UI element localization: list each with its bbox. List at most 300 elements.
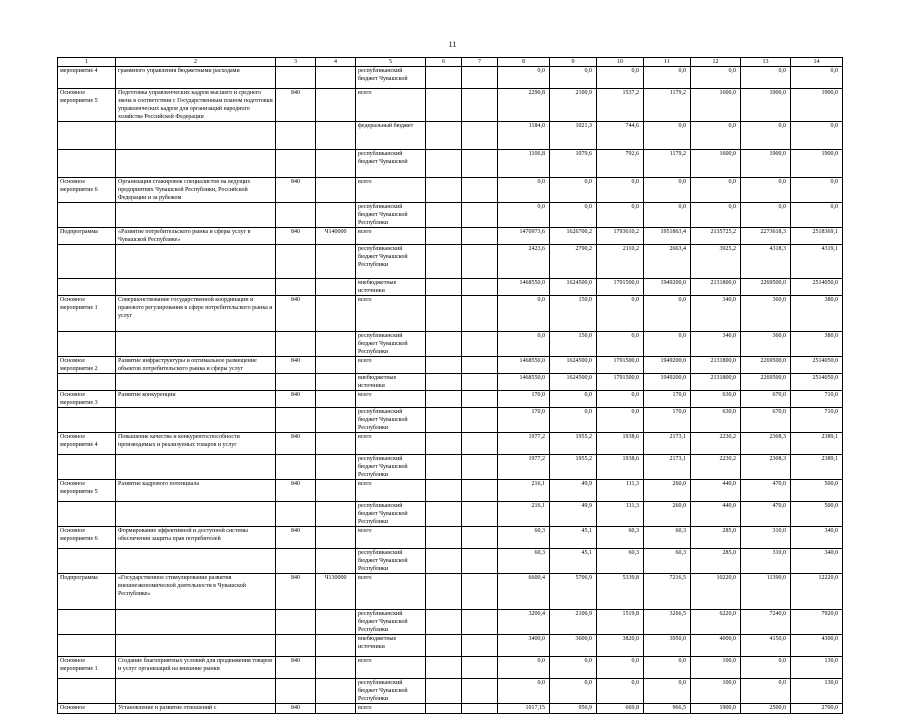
amount-cell: 100,0 xyxy=(691,657,741,679)
activity-type-cell xyxy=(58,150,116,178)
empty-cell xyxy=(426,480,462,502)
activity-name-cell xyxy=(116,332,276,357)
activity-type-cell xyxy=(58,549,116,574)
table-row xyxy=(58,527,843,549)
amount-cell: 260,0 xyxy=(644,502,691,527)
amount-cell: 2389,1 xyxy=(791,433,843,455)
empty-cell xyxy=(462,391,498,408)
activity-type-cell: Основное мероприятие 3 xyxy=(58,391,116,408)
grbs-code-cell: 840 xyxy=(276,178,316,203)
activity-name-cell xyxy=(116,245,276,279)
amount-cell: 1900,0 xyxy=(741,150,791,178)
amount-cell: 1600,0 xyxy=(691,150,741,178)
activity-name-cell xyxy=(116,408,276,433)
activity-type-cell: Основное xyxy=(58,704,116,714)
activity-type-cell xyxy=(58,203,116,228)
grbs-code-cell xyxy=(276,679,316,704)
amount-cell: 7216,5 xyxy=(644,574,691,610)
amount-cell: 0,0 xyxy=(550,408,597,433)
table-row xyxy=(58,357,843,374)
amount-cell: 1626700,2 xyxy=(550,228,597,245)
table-row xyxy=(58,122,843,150)
grbs-code-cell: 840 xyxy=(276,657,316,679)
amount-cell: 0,0 xyxy=(741,657,791,679)
amount-cell: 1624500,0 xyxy=(550,374,597,391)
activity-type-cell xyxy=(58,679,116,704)
grbs-code-cell: 840 xyxy=(276,296,316,332)
amount-cell: 1938,6 xyxy=(597,455,644,480)
amount-cell: 170,0 xyxy=(498,408,550,433)
empty-cell xyxy=(462,679,498,704)
program-code-cell xyxy=(316,203,356,228)
column-header: 3 xyxy=(276,58,316,67)
amount-cell: 966,5 xyxy=(644,704,691,714)
program-code-cell xyxy=(316,704,356,714)
amount-cell: 2514050,0 xyxy=(791,374,843,391)
program-code-cell xyxy=(316,455,356,480)
empty-cell xyxy=(426,433,462,455)
amount-cell: 49,9 xyxy=(550,502,597,527)
amount-cell: 500,0 xyxy=(791,480,843,502)
amount-cell: 0,0 xyxy=(597,679,644,704)
amount-cell: 1106,8 xyxy=(498,150,550,178)
amount-cell: 0,0 xyxy=(791,203,843,228)
empty-cell xyxy=(426,122,462,150)
empty-cell xyxy=(426,178,462,203)
column-header: 2 xyxy=(116,58,276,67)
empty-cell xyxy=(462,408,498,433)
amount-cell: 0,0 xyxy=(498,657,550,679)
amount-cell: 4150,0 xyxy=(741,635,791,657)
funding-source-cell: республиканский бюджет Чувашской xyxy=(356,150,426,178)
amount-cell: 669,8 xyxy=(597,704,644,714)
grbs-code-cell xyxy=(276,67,316,89)
program-code-cell xyxy=(316,480,356,502)
amount-cell: 1079,6 xyxy=(550,150,597,178)
empty-cell xyxy=(462,480,498,502)
amount-cell: 2273618,3 xyxy=(741,228,791,245)
empty-cell xyxy=(426,279,462,296)
activity-name-cell: Развитие конкуренции xyxy=(116,391,276,408)
grbs-code-cell xyxy=(276,549,316,574)
column-header: 11 xyxy=(644,58,691,67)
amount-cell: 0,0 xyxy=(644,332,691,357)
amount-cell: 0,0 xyxy=(644,122,691,150)
grbs-code-cell: 840 xyxy=(276,357,316,374)
amount-cell: 2173,1 xyxy=(644,455,691,480)
amount-cell: 60,3 xyxy=(498,549,550,574)
table-row xyxy=(58,574,843,610)
activity-type-cell: Основное мероприятие 4 xyxy=(58,433,116,455)
column-header: 13 xyxy=(741,58,791,67)
program-code-cell xyxy=(316,279,356,296)
column-header: 9 xyxy=(550,58,597,67)
column-header: 7 xyxy=(462,58,498,67)
activity-type-cell xyxy=(58,245,116,279)
amount-cell: 670,0 xyxy=(741,408,791,433)
funding-source-cell: федеральный бюджет xyxy=(356,122,426,150)
activity-type-cell xyxy=(58,374,116,391)
grbs-code-cell: 840 xyxy=(276,89,316,122)
amount-cell: 6220,0 xyxy=(691,610,741,635)
amount-cell: 170,0 xyxy=(644,408,691,433)
empty-cell xyxy=(462,455,498,480)
grbs-code-cell xyxy=(276,203,316,228)
grbs-code-cell xyxy=(276,635,316,657)
empty-cell xyxy=(462,374,498,391)
empty-cell xyxy=(462,549,498,574)
funding-source-cell: республиканский бюджет Чувашской Республики xyxy=(356,455,426,480)
table-row xyxy=(58,296,843,332)
amount-cell: 0,0 xyxy=(644,657,691,679)
empty-cell xyxy=(462,635,498,657)
grbs-code-cell xyxy=(276,610,316,635)
amount-cell: 2131800,0 xyxy=(691,357,741,374)
empty-cell xyxy=(426,245,462,279)
program-code-cell xyxy=(316,89,356,122)
amount-cell: 0,0 xyxy=(741,178,791,203)
amount-cell: 0,0 xyxy=(498,203,550,228)
header-row xyxy=(58,58,843,67)
amount-cell: 3200,4 xyxy=(498,610,550,635)
funding-source-cell: всего xyxy=(356,391,426,408)
amount-cell: 1468550,0 xyxy=(498,374,550,391)
amount-cell: 2518369,1 xyxy=(791,228,843,245)
empty-cell xyxy=(462,357,498,374)
amount-cell: 1791500,0 xyxy=(597,279,644,296)
amount-cell: 0,0 xyxy=(791,178,843,203)
amount-cell: 1949200,0 xyxy=(644,279,691,296)
amount-cell: 2269500,0 xyxy=(741,374,791,391)
activity-name-cell xyxy=(116,549,276,574)
amount-cell: 2269500,0 xyxy=(741,357,791,374)
table-row xyxy=(58,228,843,245)
amount-cell: 2514050,0 xyxy=(791,279,843,296)
amount-cell: 1977,2 xyxy=(498,433,550,455)
empty-cell xyxy=(462,502,498,527)
amount-cell: 0,0 xyxy=(644,679,691,704)
empty-cell xyxy=(462,89,498,122)
table-row xyxy=(58,480,843,502)
column-header: 10 xyxy=(597,58,644,67)
amount-cell: 0,0 xyxy=(791,122,843,150)
program-code-cell xyxy=(316,657,356,679)
program-code-cell xyxy=(316,178,356,203)
empty-cell xyxy=(426,502,462,527)
activity-name-cell xyxy=(116,610,276,635)
empty-cell xyxy=(462,245,498,279)
amount-cell: 2269500,0 xyxy=(741,279,791,296)
amount-cell: 1900,0 xyxy=(741,89,791,122)
funding-source-cell: республиканский бюджет Чувашской Республики xyxy=(356,332,426,357)
amount-cell: 0,0 xyxy=(691,203,741,228)
amount-cell: 0,0 xyxy=(498,332,550,357)
amount-cell: 1468550,0 xyxy=(498,357,550,374)
amount-cell: 0,0 xyxy=(550,178,597,203)
amount-cell: 1791500,0 xyxy=(597,374,644,391)
funding-source-cell: республиканский бюджет Чувашской Республики xyxy=(356,502,426,527)
funding-source-cell: всего xyxy=(356,178,426,203)
amount-cell: 0,0 xyxy=(597,67,644,89)
amount-cell: 360,0 xyxy=(741,296,791,332)
empty-cell xyxy=(462,704,498,714)
empty-cell xyxy=(462,296,498,332)
amount-cell: 285,0 xyxy=(691,549,741,574)
amount-cell: 11390,0 xyxy=(741,574,791,610)
funding-source-cell: республиканский бюджет Чувашской xyxy=(356,67,426,89)
amount-cell: 630,0 xyxy=(691,408,741,433)
amount-cell: 150,0 xyxy=(550,296,597,332)
table-row xyxy=(58,679,843,704)
activity-type-cell xyxy=(58,635,116,657)
amount-cell: 2230,2 xyxy=(691,455,741,480)
amount-cell: 0,0 xyxy=(597,178,644,203)
program-code-cell: Ч140000 xyxy=(316,228,356,245)
amount-cell: 2514050,0 xyxy=(791,357,843,374)
empty-cell xyxy=(426,679,462,704)
program-code-cell xyxy=(316,408,356,433)
program-code-cell xyxy=(316,610,356,635)
program-code-cell xyxy=(316,122,356,150)
amount-cell: 500,0 xyxy=(791,502,843,527)
empty-cell xyxy=(426,408,462,433)
amount-cell: 1537,2 xyxy=(597,89,644,122)
empty-cell xyxy=(426,332,462,357)
empty-cell xyxy=(426,704,462,714)
column-header: 4 xyxy=(316,58,356,67)
empty-cell xyxy=(462,178,498,203)
funding-source-cell: всего xyxy=(356,296,426,332)
activity-type-cell: мероприятие 4 xyxy=(58,67,116,89)
amount-cell: 49,9 xyxy=(550,480,597,502)
table-row xyxy=(58,67,843,89)
activity-name-cell xyxy=(116,502,276,527)
amount-cell: 1955,2 xyxy=(550,455,597,480)
amount-cell: 1624500,0 xyxy=(550,279,597,296)
table-row xyxy=(58,433,843,455)
empty-cell xyxy=(462,332,498,357)
activity-name-cell: Подготовка управленческих кадров высшего и среднего звена в соответствии с Государственным планом подготовки управленческих кадров для организаций народного хозяйства Российской Федерации xyxy=(116,89,276,122)
amount-cell: 60,3 xyxy=(644,549,691,574)
amount-cell: 0,0 xyxy=(550,679,597,704)
funding-source-cell: всего xyxy=(356,357,426,374)
amount-cell: 440,0 xyxy=(691,480,741,502)
activity-type-cell: Подпрограмма xyxy=(58,228,116,245)
funding-source-cell: республиканский бюджет Чувашской Республики xyxy=(356,679,426,704)
program-code-cell xyxy=(316,67,356,89)
amount-cell: 380,0 xyxy=(791,296,843,332)
amount-cell: 0,0 xyxy=(741,679,791,704)
grbs-code-cell: 840 xyxy=(276,574,316,610)
activity-name-cell xyxy=(116,203,276,228)
amount-cell: 440,0 xyxy=(691,502,741,527)
grbs-code-cell: 840 xyxy=(276,391,316,408)
empty-cell xyxy=(462,433,498,455)
amount-cell: 0,0 xyxy=(644,296,691,332)
column-header: 5 xyxy=(356,58,426,67)
amount-cell: 0,0 xyxy=(597,332,644,357)
amount-cell: 4318,3 xyxy=(741,245,791,279)
amount-cell: 4319,1 xyxy=(791,245,843,279)
activity-type-cell xyxy=(58,408,116,433)
funding-source-cell: всего xyxy=(356,480,426,502)
amount-cell: 5706,9 xyxy=(550,574,597,610)
table-row xyxy=(58,408,843,433)
activity-name-cell: Формирование эффективной и доступной системы обеспечения защиты прав потребителей xyxy=(116,527,276,549)
amount-cell: 2308,3 xyxy=(741,455,791,480)
amount-cell: 3400,0 xyxy=(498,635,550,657)
amount-cell: 1470973,6 xyxy=(498,228,550,245)
activity-type-cell: Основное мероприятие 5 xyxy=(58,480,116,502)
grbs-code-cell: 840 xyxy=(276,433,316,455)
empty-cell xyxy=(462,122,498,150)
funding-source-cell: всего xyxy=(356,89,426,122)
amount-cell: 111,3 xyxy=(597,502,644,527)
empty-cell xyxy=(462,574,498,610)
amount-cell: 130,0 xyxy=(791,679,843,704)
program-code-cell xyxy=(316,357,356,374)
activity-type-cell: Основное мероприятие 2 xyxy=(58,357,116,374)
amount-cell: 60,3 xyxy=(644,527,691,549)
program-code-cell xyxy=(316,391,356,408)
table-row xyxy=(58,391,843,408)
activity-name-cell xyxy=(116,150,276,178)
column-header: 8 xyxy=(498,58,550,67)
amount-cell: 0,0 xyxy=(550,203,597,228)
column-header: 6 xyxy=(426,58,462,67)
amount-cell: 3925,2 xyxy=(691,245,741,279)
amount-cell: 0,0 xyxy=(741,203,791,228)
amount-cell: 3950,0 xyxy=(644,635,691,657)
amount-cell: 4300,0 xyxy=(791,635,843,657)
table-row xyxy=(58,178,843,203)
funding-source-cell: республиканский бюджет Чувашской Республики xyxy=(356,549,426,574)
funding-source-cell: республиканский бюджет Чувашской Республики xyxy=(356,408,426,433)
activity-name-cell: «Государственное стимулирование развития внешнеэкономической деятельности в Чувашской Республике» xyxy=(116,574,276,610)
program-code-cell xyxy=(316,679,356,704)
empty-cell xyxy=(426,203,462,228)
amount-cell: 216,1 xyxy=(498,480,550,502)
program-code-cell xyxy=(316,549,356,574)
grbs-code-cell xyxy=(276,279,316,296)
amount-cell: 1955,2 xyxy=(550,433,597,455)
grbs-code-cell: 840 xyxy=(276,527,316,549)
activity-name-cell: «Развитие потребительского рынка и сферы услуг в Чувашской Республике» xyxy=(116,228,276,245)
amount-cell: 1600,0 xyxy=(691,89,741,122)
empty-cell xyxy=(462,610,498,635)
grbs-code-cell xyxy=(276,374,316,391)
empty-cell xyxy=(426,150,462,178)
activity-name-cell: Развитие инфраструктуры и оптимальное размещение объектов потребительского рынка и сферы услуг xyxy=(116,357,276,374)
funding-source-cell: всего xyxy=(356,574,426,610)
grbs-code-cell: 840 xyxy=(276,228,316,245)
amount-cell: 2700,0 xyxy=(791,704,843,714)
activity-type-cell: Основное мероприятие 6 xyxy=(58,178,116,203)
amount-cell: 2131800,0 xyxy=(691,374,741,391)
activity-name-cell xyxy=(116,122,276,150)
empty-cell xyxy=(426,635,462,657)
table-row xyxy=(58,502,843,527)
amount-cell: 340,0 xyxy=(691,332,741,357)
program-code-cell xyxy=(316,635,356,657)
amount-cell: 60,3 xyxy=(498,527,550,549)
amount-cell: 7240,0 xyxy=(741,610,791,635)
funding-source-cell: внебюджетные источники xyxy=(356,374,426,391)
funding-source-cell: республиканский бюджет Чувашской Республики xyxy=(356,203,426,228)
empty-cell xyxy=(426,657,462,679)
amount-cell: 4000,0 xyxy=(691,635,741,657)
amount-cell: 260,0 xyxy=(644,480,691,502)
amount-cell: 1977,2 xyxy=(498,455,550,480)
amount-cell: 1938,6 xyxy=(597,433,644,455)
column-header: 1 xyxy=(58,58,116,67)
amount-cell: 2230,2 xyxy=(691,433,741,455)
table-row xyxy=(58,203,843,228)
empty-cell xyxy=(426,374,462,391)
amount-cell: 100,0 xyxy=(691,679,741,704)
grbs-code-cell xyxy=(276,502,316,527)
amount-cell: 0,0 xyxy=(498,67,550,89)
amount-cell: 150,0 xyxy=(550,332,597,357)
empty-cell xyxy=(462,67,498,89)
funding-source-cell: внебюджетные источники xyxy=(356,635,426,657)
amount-cell: 0,0 xyxy=(597,391,644,408)
empty-cell xyxy=(462,657,498,679)
amount-cell: 111,3 xyxy=(597,480,644,502)
funding-source-cell: всего xyxy=(356,704,426,714)
grbs-code-cell: 840 xyxy=(276,704,316,714)
amount-cell: 2500,0 xyxy=(741,704,791,714)
empty-cell xyxy=(426,296,462,332)
amount-cell: 170,0 xyxy=(644,391,691,408)
activity-type-cell xyxy=(58,610,116,635)
amount-cell: 2106,9 xyxy=(550,610,597,635)
page-number: 11 xyxy=(448,40,457,49)
program-code-cell xyxy=(316,527,356,549)
amount-cell: 3820,0 xyxy=(597,635,644,657)
amount-cell: 0,0 xyxy=(597,203,644,228)
amount-cell: 340,0 xyxy=(791,549,843,574)
activity-name-cell xyxy=(116,279,276,296)
activity-name-cell: Развитие кадрового потенциала xyxy=(116,480,276,502)
amount-cell: 0,0 xyxy=(550,67,597,89)
empty-cell xyxy=(426,89,462,122)
amount-cell: 0,0 xyxy=(644,203,691,228)
funding-source-cell: республиканский бюджет Чувашской Республики xyxy=(356,610,426,635)
amount-cell: 60,3 xyxy=(597,527,644,549)
empty-cell xyxy=(426,357,462,374)
amount-cell: 1184,0 xyxy=(498,122,550,150)
amount-cell: 1624500,0 xyxy=(550,357,597,374)
grbs-code-cell xyxy=(276,150,316,178)
column-header: 12 xyxy=(691,58,741,67)
activity-type-cell xyxy=(58,502,116,527)
amount-cell: 1021,3 xyxy=(550,122,597,150)
table-row xyxy=(58,332,843,357)
empty-cell xyxy=(426,67,462,89)
amount-cell: 2423,6 xyxy=(498,245,550,279)
amount-cell: 0,0 xyxy=(498,178,550,203)
amount-cell: 170,0 xyxy=(498,391,550,408)
program-code-cell: Ч130000 xyxy=(316,574,356,610)
amount-cell: 2110,2 xyxy=(597,245,644,279)
amount-cell: 340,0 xyxy=(791,527,843,549)
amount-cell: 1949200,0 xyxy=(644,357,691,374)
amount-cell: 1900,0 xyxy=(691,704,741,714)
empty-cell xyxy=(426,228,462,245)
funding-source-cell: всего xyxy=(356,433,426,455)
program-code-cell xyxy=(316,296,356,332)
